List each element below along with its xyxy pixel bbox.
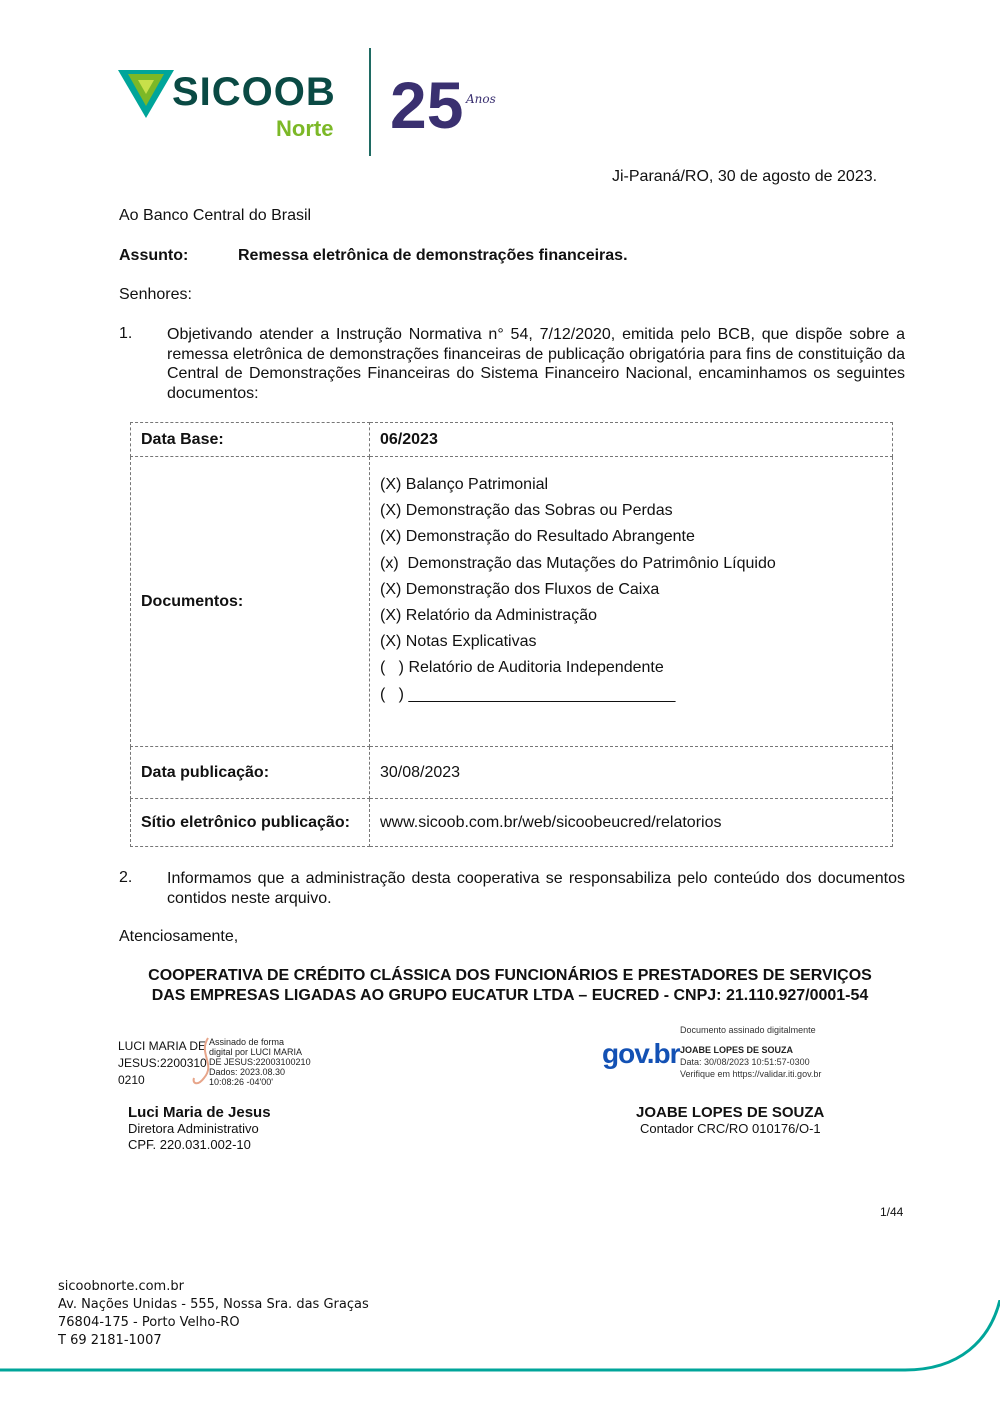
sicoob-logo-icon [118, 70, 174, 120]
anniversary-25-logo [390, 66, 470, 140]
left-signature-name-stamp: LUCI MARIA DE JESUS:22003100210 [118, 1039, 207, 1087]
recipient: Ao Banco Central do Brasil [119, 207, 312, 224]
document-item: (X) Demonstração dos Fluxos de Caixa [380, 580, 660, 598]
site-label: Sítio eletrônico publicação: [131, 799, 370, 847]
document-item: (X) Demonstração das Sobras ou Perdas [380, 502, 673, 520]
page-number: 1/44 [880, 1205, 904, 1219]
brand-subtitle: Norte [276, 116, 334, 141]
stamp-line: Assinado de forma [209, 1037, 285, 1047]
stamp-line: DE JESUS:22003100210 [209, 1057, 311, 1067]
documents-label: Documentos: [131, 457, 370, 747]
item2-text: Informamos que a administração desta cooperativa se responsabiliza pelo conteúdo dos documentos contidos neste arquivo. [167, 870, 905, 907]
row-site [131, 799, 893, 847]
salutation: Senhores: [119, 286, 192, 303]
pub-date-value: 30/08/2023 [370, 747, 893, 799]
item1-number: 1. [119, 325, 133, 342]
row-data-base [131, 423, 893, 457]
document-item: ( ) ______________________________ [380, 685, 676, 703]
govbr-logo: gov.br [602, 1038, 680, 1069]
row-documents [131, 457, 893, 747]
right-stamp-header: Documento assinado digitalmente [680, 1025, 816, 1035]
subject-label: Assunto: [119, 247, 189, 264]
document-item: (X) Balanço Patrimonial [380, 476, 549, 493]
stamp-line: 10:08:26 -04'00' [209, 1077, 273, 1087]
left-signer-name: Luci Maria de Jesus [128, 1104, 271, 1121]
closing: Atenciosamente, [119, 928, 239, 945]
pub-date-label: Data publicação: [131, 747, 370, 799]
subject-text: Remessa eletrônica de demonstrações financeiras. [238, 247, 628, 264]
left-signer-role: Diretora Administrativo [128, 1121, 259, 1136]
anniversary-word: Anos [466, 92, 496, 106]
brand-name: SICOOB [172, 70, 336, 114]
footer-address-line-1: Av. Nações Unidas - 555, Nossa Sra. das Graças [58, 1297, 369, 1312]
site-value: www.sicoob.com.br/web/sicoobeucred/relatorios [370, 799, 893, 847]
item2-number: 2. [119, 869, 133, 886]
documents-table [130, 422, 893, 847]
item1-text: Objetivando atender a Instrução Normativa n° 54, 7/12/2020, emitida pelo BCB, que dispõe sobre a remessa eletrônica de demonstrações financeiras de publicação obrigatória para fins de constituição da Central de Demonstrações Financeiras do Sistema Financeiro Nacional, encaminhamos os seguintes documentos: [167, 326, 905, 402]
data-base-value: 06/2023 [370, 423, 893, 457]
document-item: (X) Relatório da Administração [380, 606, 597, 624]
org-line-2: DAS EMPRESAS LIGADAS AO GRUPO EUCATUR LTDA – EUCRED - CNPJ: 21.110.927/0001-54 [151, 987, 869, 1004]
left-signature-details [209, 1037, 311, 1087]
header-divider [369, 48, 371, 156]
document-item: (X) Notas Explicativas [380, 633, 537, 651]
right-stamp-verify: Verifique em https://validar.iti.gov.br [680, 1069, 822, 1079]
row-publication-date [131, 747, 893, 799]
right-stamp-date: Data: 30/08/2023 10:51:57-0300 [680, 1057, 810, 1067]
anniversary-number: 25 [390, 68, 464, 140]
document-item: (x) Demonstração das Mutações do Patrimônio Líquido [380, 554, 776, 572]
left-signer-id: CPF. 220.031.002-10 [128, 1137, 251, 1152]
stamp-line: digital por LUCI MARIA [209, 1047, 303, 1057]
right-signer-name: JOABE LOPES DE SOUZA [636, 1104, 825, 1121]
footer-phone: T 69 2181-1007 [58, 1333, 162, 1348]
place-date: Ji-Paraná/RO, 30 de agosto de 2023. [612, 168, 878, 185]
org-line-1: COOPERATIVA DE CRÉDITO CLÁSSICA DOS FUNCIONÁRIOS E PRESTADORES DE SERVIÇOS [148, 967, 872, 984]
documents-list [370, 457, 893, 747]
document-item: ( ) Relatório de Auditoria Independente [380, 659, 664, 677]
right-signer-role: Contador CRC/RO 010176/O-1 [640, 1121, 821, 1136]
footer-wave-decoration [0, 1300, 1000, 1415]
stamp-line: Dados: 2023.08.30 [209, 1067, 286, 1077]
right-stamp-name: JOABE LOPES DE SOUZA [680, 1045, 794, 1055]
footer-address-line-2: 76804-175 - Porto Velho-RO [58, 1315, 240, 1330]
footer-site: sicoobnorte.com.br [58, 1279, 184, 1294]
document-item: (X) Demonstração do Resultado Abrangente [380, 528, 695, 546]
data-base-label: Data Base: [131, 423, 370, 457]
